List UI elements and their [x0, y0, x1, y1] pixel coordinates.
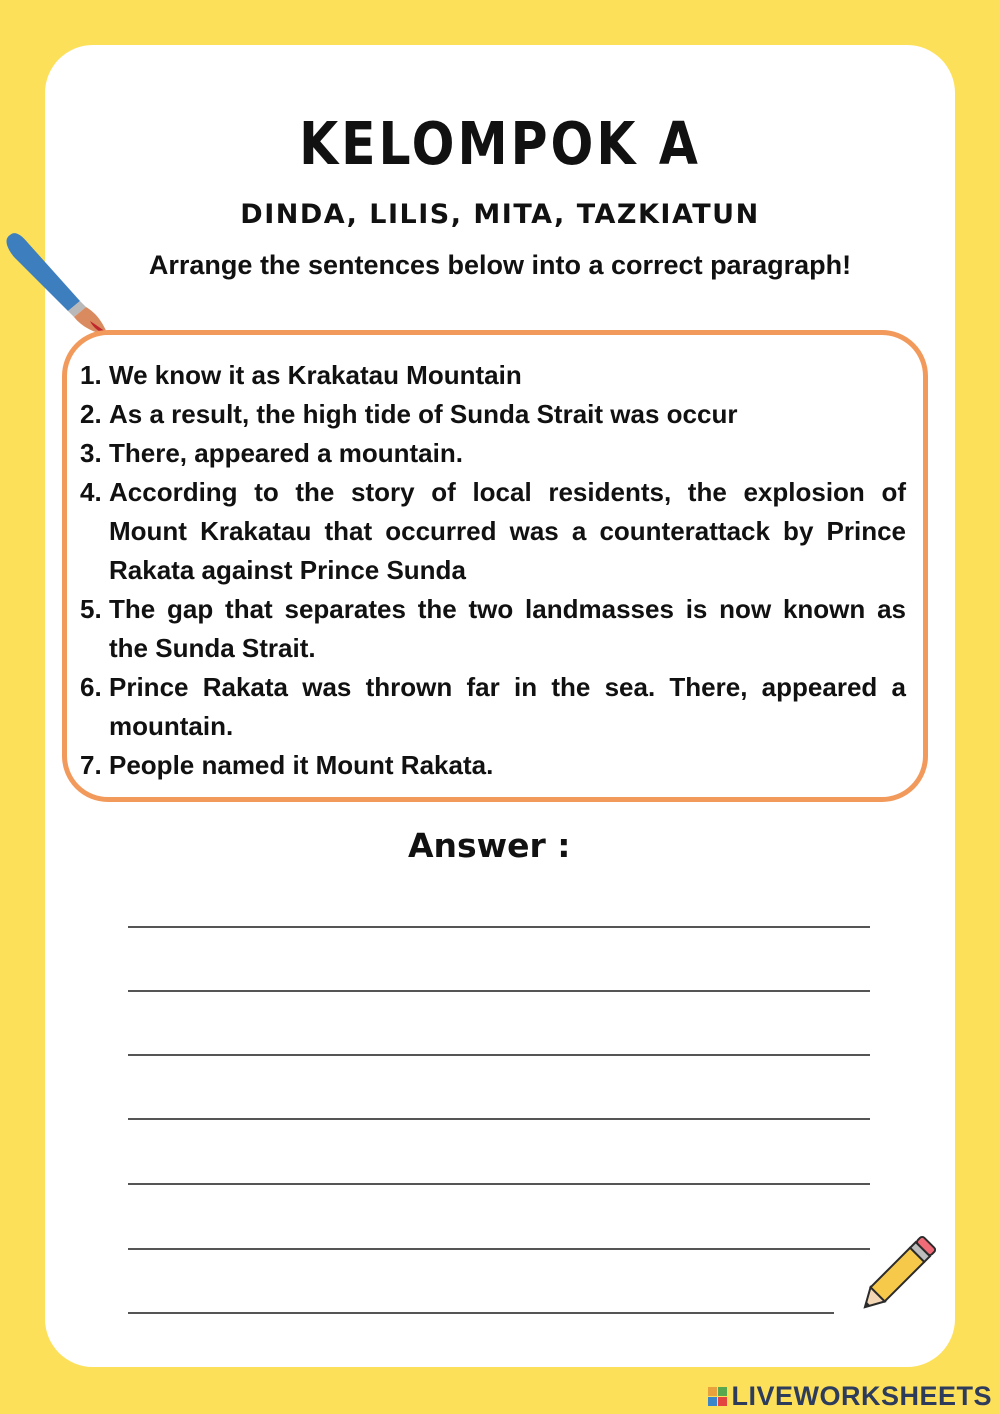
brand-text: LIVEWORKSHEETS: [731, 1381, 992, 1411]
item-number: 1.: [80, 360, 102, 390]
instruction-text: Arrange the sentences below into a correct paragraph!: [148, 250, 852, 280]
item-text: The gap that separates the two landmasses is now known as the Sunda Strait.: [109, 594, 906, 663]
list-item: [80, 590, 906, 668]
answer-line-5[interactable]: [128, 1183, 870, 1185]
list-item: [80, 668, 906, 746]
answer-line-4[interactable]: [128, 1118, 870, 1120]
list-item: [80, 473, 906, 590]
group-members: DINDA, LILIS, MITA, TAZKIATUN: [240, 199, 760, 230]
paintbrush-icon: [0, 225, 125, 340]
item-text: According to the story of local residents, the explosion of Mount Krakatau that occurred was a counterattack by Prince Rakata against Prince Sunda: [109, 477, 906, 585]
answer-line-1[interactable]: [128, 926, 870, 928]
item-text: Prince Rakata was thrown far in the sea. There, appeared a mountain.: [109, 672, 906, 741]
answer-line-7[interactable]: [128, 1312, 834, 1314]
liveworksheets-logo: [708, 1381, 992, 1412]
item-number: 7.: [80, 750, 102, 780]
answer-line-2[interactable]: [128, 990, 870, 992]
item-text: We know it as Krakatau Mountain: [109, 360, 522, 390]
pencil-icon: [848, 1230, 944, 1322]
item-number: 5.: [80, 594, 102, 624]
item-text: There, appeared a mountain.: [109, 438, 463, 468]
sentence-list: [80, 356, 906, 785]
logo-icon: [708, 1387, 727, 1406]
worksheet-title: KELOMPOK A: [299, 110, 701, 179]
list-item: [80, 356, 906, 395]
answer-line-6[interactable]: [128, 1248, 870, 1250]
item-number: 3.: [80, 438, 102, 468]
list-item: [80, 434, 906, 473]
answer-label: Answer :: [408, 826, 571, 865]
item-number: 4.: [80, 477, 102, 507]
list-item: [80, 395, 906, 434]
item-number: 2.: [80, 399, 102, 429]
list-item: [80, 746, 906, 785]
item-text: People named it Mount Rakata.: [109, 750, 494, 780]
answer-line-3[interactable]: [128, 1054, 870, 1056]
item-text: As a result, the high tide of Sunda Strait was occur: [109, 399, 738, 429]
item-number: 6.: [80, 672, 102, 702]
